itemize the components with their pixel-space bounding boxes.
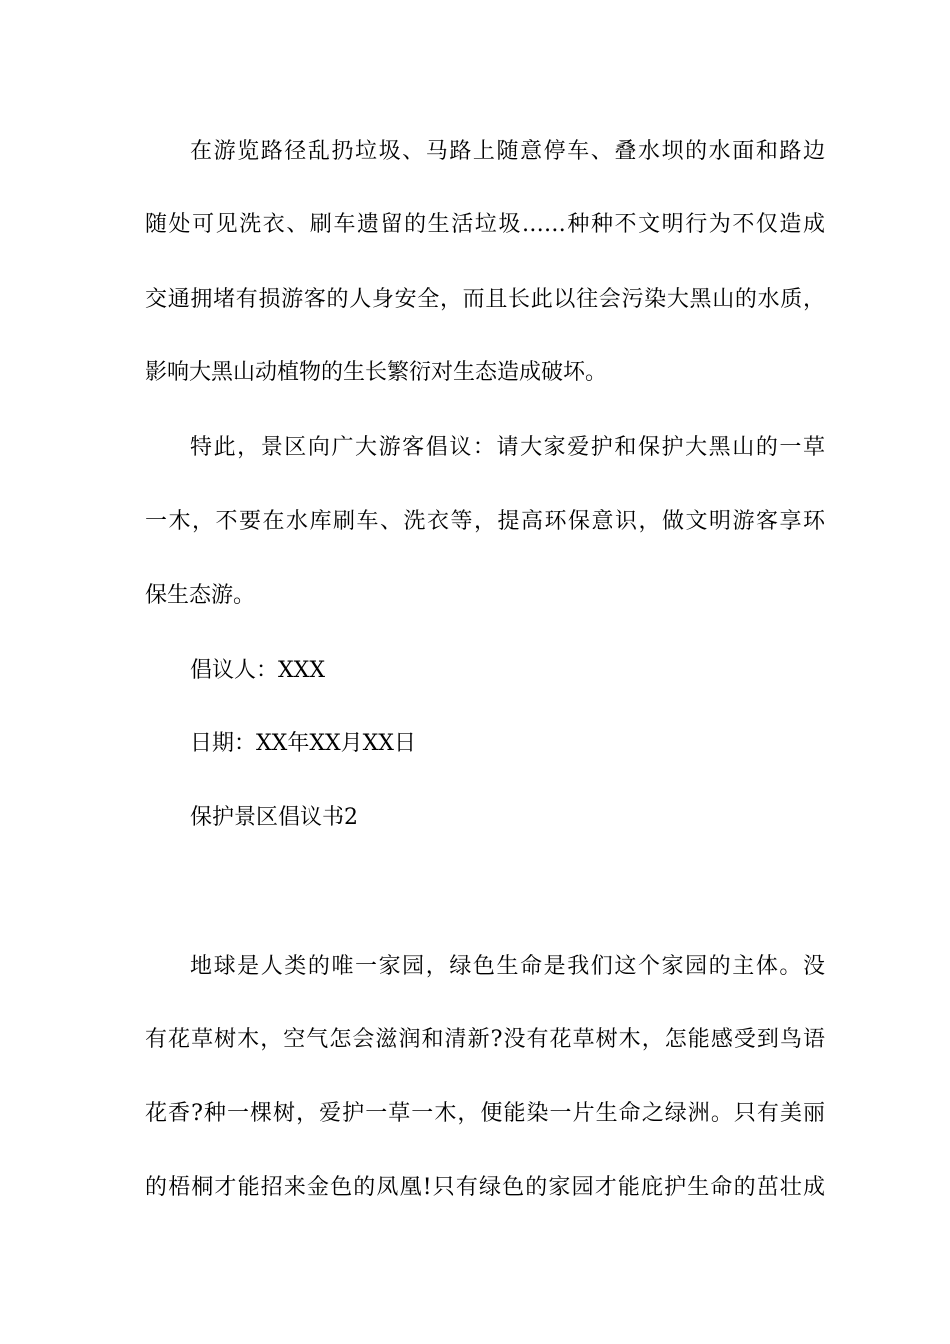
- paragraph-1-line-4: 影响大黑山动植物的生长繁衍对生态造成破坏。: [145, 360, 608, 385]
- date-line: 日期：XX年XX月XX日: [190, 731, 416, 756]
- paragraph-3-line-3: 花香?种一棵树，爱护一草一木，便能染一片生命之绿洲。只有美丽: [145, 1101, 825, 1126]
- paragraph-3-line-1: 地球是人类的唯一家园，绿色生命是我们这个家园的主体。没: [190, 954, 825, 979]
- signer-line: 倡议人：XXX: [190, 658, 325, 683]
- paragraph-1-line-3: 交通拥堵有损游客的人身安全，而且长此以往会污染大黑山的水质，: [145, 287, 825, 312]
- paragraph-2-line-3: 保生态游。: [145, 583, 256, 608]
- paragraph-3-line-4: 的梧桐才能招来金色的凤凰!只有绿色的家园才能庇护生命的茁壮成: [145, 1175, 825, 1200]
- paragraph-3-line-2: 有花草树木，空气怎会滋润和清新?没有花草树木，怎能感受到鸟语: [145, 1027, 825, 1052]
- paragraph-1-line-2: 随处可见洗衣、刷车遗留的生活垃圾……种种不文明行为不仅造成: [145, 212, 825, 237]
- paragraph-2-line-1: 特此，景区向广大游客倡议：请大家爱护和保护大黑山的一草: [190, 435, 825, 460]
- paragraph-1-line-1: 在游览路径乱扔垃圾、马路上随意停车、叠水坝的水面和路边: [190, 139, 825, 164]
- paragraph-2-line-2: 一木，不要在水库刷车、洗衣等，提高环保意识，做文明游客享环: [145, 509, 825, 534]
- section-title: 保护景区倡议书2: [190, 805, 358, 830]
